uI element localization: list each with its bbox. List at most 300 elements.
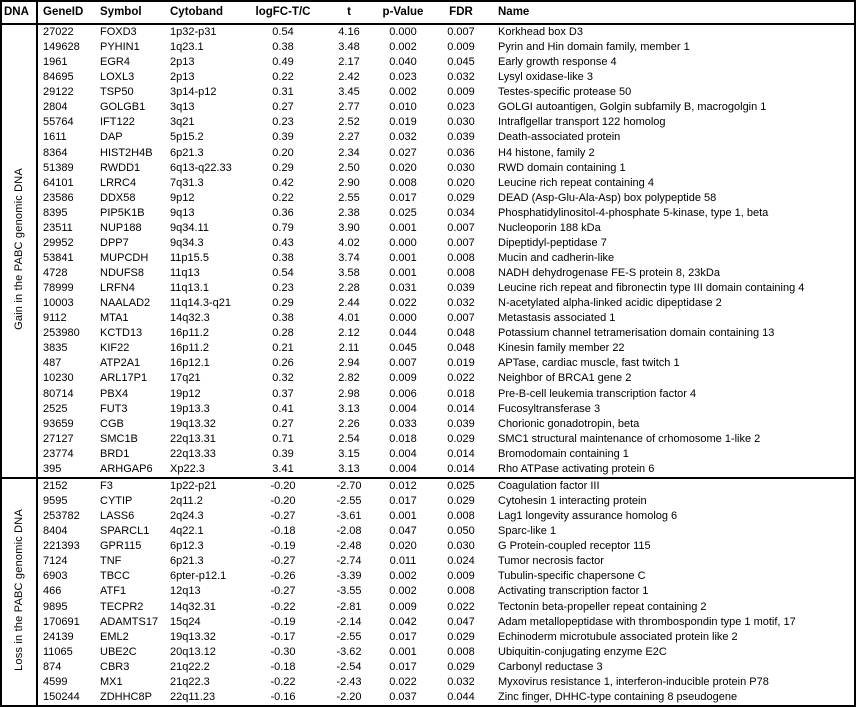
cell-symbol: ATF1 [100, 585, 127, 598]
cell-p-value: 0.000 [389, 236, 417, 249]
cell-p-value: 0.022 [389, 675, 417, 688]
cell-fdr: 0.029 [447, 495, 475, 508]
cell-name: Ubiquitin-conjugating enzyme E2C [498, 645, 667, 658]
col-header-name: Name [493, 1, 855, 24]
section-label-cell [1, 24, 37, 478]
cell-fdr: 0.009 [447, 86, 475, 99]
cell-name: Activating transcription factor 1 [498, 585, 649, 598]
cell-geneid: 11065 [43, 645, 73, 658]
table-row [1, 296, 855, 311]
table-row [1, 675, 855, 690]
cell-fdr: 0.022 [447, 372, 475, 385]
table-row [1, 236, 855, 251]
cell-logfc-tc: 0.23 [272, 282, 294, 295]
cell-name: Testes-specific protease 50 [498, 86, 632, 99]
cell-cytoband: 16p11.2 [170, 327, 209, 340]
cell-geneid: 80714 [43, 387, 74, 400]
cell-t: -3.39 [336, 570, 362, 583]
cell-t: -2.55 [336, 630, 362, 643]
cell-p-value: 0.019 [389, 116, 417, 129]
cell-t: -2.74 [336, 555, 362, 568]
table-row [1, 266, 855, 281]
cell-logfc-tc: -0.19 [270, 540, 296, 553]
cell-geneid: 8404 [43, 525, 68, 538]
cell-fdr: 0.032 [447, 71, 475, 84]
cell-logfc-tc: -0.26 [270, 570, 296, 583]
cell-p-value: 0.004 [389, 402, 417, 415]
cell-cytoband: 2q24.3 [170, 510, 204, 523]
cell-name: NADH dehydrogenase FE-S protein 8, 23kDa [498, 267, 720, 280]
cell-cytoband: 6p21.3 [170, 146, 204, 159]
cell-t: 2.90 [338, 176, 360, 189]
cell-logfc-tc: -0.19 [270, 615, 296, 628]
cell-logfc-tc: 0.42 [272, 176, 294, 189]
cell-cytoband: 9q34.3 [170, 236, 204, 249]
cell-name: Zinc finger, DHHC-type containing 8 pseudogene [498, 690, 738, 703]
cell-p-value: 0.008 [389, 176, 417, 189]
cell-fdr: 0.025 [429, 478, 493, 494]
cell-fdr: 0.039 [447, 417, 475, 430]
cell-geneid: 2804 [43, 101, 68, 114]
cell-cytoband: 11p15.5 [170, 251, 209, 264]
cell-p-value: 0.010 [389, 101, 417, 114]
cell-geneid: 23511 [43, 221, 73, 234]
cell-geneid: 4728 [43, 267, 68, 280]
cell-logfc-tc: 0.41 [272, 402, 294, 415]
cell-name: Early growth response 4 [498, 56, 617, 69]
table-row [1, 462, 855, 478]
cell-fdr: 0.030 [447, 116, 475, 129]
cell-geneid: 150244 [43, 690, 80, 703]
cell-geneid: 4599 [43, 675, 68, 688]
cell-name: Metastasis associated 1 [498, 312, 616, 325]
table-row [1, 146, 855, 161]
cell-logfc-tc: 0.43 [272, 236, 294, 249]
cell-t: 3.48 [338, 41, 360, 54]
cell-symbol: PYHIN1 [100, 41, 140, 54]
section-label-text: Loss in the PABC genomic DNA [12, 508, 25, 671]
cell-name: Tumor necrosis factor [498, 555, 604, 568]
cell-t: 2.52 [338, 116, 360, 129]
table-row [1, 55, 855, 70]
cell-geneid: 149628 [43, 41, 80, 54]
cell-symbol: PBX4 [100, 387, 129, 400]
cell-fdr: 0.030 [447, 161, 475, 174]
cell-cytoband: 19q13.32 [170, 630, 216, 643]
cell-t: 2.82 [338, 372, 360, 385]
cell-fdr: 0.045 [447, 56, 475, 69]
cell-geneid: 2152 [37, 478, 95, 494]
cell-logfc-tc: 0.31 [272, 86, 294, 99]
cell-p-value: 0.009 [389, 372, 417, 385]
cell-p-value: 0.002 [389, 86, 417, 99]
cell-logfc-tc: 0.21 [272, 342, 294, 355]
cell-t: 2.17 [338, 56, 360, 69]
cell-fdr: 0.008 [447, 585, 475, 598]
cell-fdr: 0.007 [447, 236, 475, 249]
cell-cytoband: 3p14-p12 [170, 86, 217, 99]
cell-cytoband: 6q13-q22.33 [170, 161, 232, 174]
table-row [1, 402, 855, 417]
cell-fdr: 0.007 [447, 312, 475, 325]
cell-p-value: 0.040 [389, 56, 417, 69]
cell-p-value: 0.033 [389, 417, 417, 430]
cell-t: 3.90 [338, 221, 360, 234]
cell-name: Leucine rich repeat and fibronectin type III domain containing 4 [498, 282, 805, 295]
cell-geneid: 2525 [43, 402, 68, 415]
cell-cytoband: 6p12.3 [170, 540, 204, 553]
table-row [1, 417, 855, 432]
cell-name: G Protein-coupled receptor 115 [498, 540, 651, 553]
col-header-pvalue: p-Value [377, 1, 429, 24]
cell-fdr: 0.032 [447, 297, 475, 310]
table-row [1, 584, 855, 599]
cell-logfc-tc: 0.39 [272, 131, 294, 144]
cell-name: Phosphatidylinositol-4-phosphate 5-kinase, type 1, beta [498, 206, 769, 219]
table-row [1, 115, 855, 130]
cell-symbol: F3 [95, 478, 165, 494]
cell-logfc-tc: -0.18 [270, 525, 296, 538]
cell-geneid: 27022 [43, 26, 74, 39]
cell-geneid: 23586 [43, 191, 74, 204]
cell-geneid: 170691 [43, 615, 80, 628]
cell-t: 3.15 [338, 447, 360, 460]
cell-p-value: 0.004 [389, 447, 417, 460]
cell-symbol: PIP5K1B [100, 206, 145, 219]
cell-fdr: 0.008 [447, 645, 475, 658]
cell-fdr: 0.019 [447, 357, 475, 370]
cell-symbol: LRRC4 [100, 176, 137, 189]
table-row [1, 569, 855, 584]
cell-cytoband: 3q13 [170, 101, 195, 114]
table-row [1, 221, 855, 236]
cell-p-value: 0.017 [389, 630, 417, 643]
cell-geneid: 27127 [43, 432, 74, 445]
cell-fdr: 0.014 [447, 402, 475, 415]
cell-t: -2.55 [336, 495, 362, 508]
cell-name: Dipeptidyl-peptidase 7 [498, 236, 607, 249]
cell-fdr: 0.036 [447, 146, 475, 159]
cell-geneid: 9595 [43, 495, 68, 508]
cell-geneid: 53841 [43, 251, 74, 264]
cell-cytoband: 14q32.31 [170, 600, 216, 613]
col-header-logfc: logFC-T/C [245, 1, 321, 24]
cell-symbol: EGR4 [100, 56, 130, 69]
cell-name: Lag1 longevity assurance homolog 6 [498, 510, 678, 523]
cell-logfc-tc: 0.54 [272, 267, 294, 280]
cell-geneid: 10230 [43, 372, 74, 385]
col-header-t: t [321, 1, 377, 24]
cell-geneid: 9112 [43, 312, 67, 325]
table-row [1, 494, 855, 509]
cell-t: -2.48 [336, 540, 362, 553]
section-label-text: Gain in the PABC genomic DNA [12, 167, 25, 330]
cell-name: APTase, cardiac muscle, fast twitch 1 [498, 357, 680, 370]
cell-symbol: DAP [100, 131, 123, 144]
table-row [1, 100, 855, 115]
cell-t: 2.34 [338, 146, 360, 159]
cell-symbol: CBR3 [100, 660, 130, 673]
cell-fdr: 0.048 [447, 342, 475, 355]
cell-cytoband: 7q31.3 [170, 176, 204, 189]
cell-cytoband: 11q13.1 [170, 282, 209, 295]
cell-cytoband: 19p12 [170, 387, 201, 400]
cell-p-value: 0.004 [389, 462, 417, 475]
cell-symbol: SPARCL1 [100, 525, 150, 538]
cell-t: -2.43 [336, 675, 362, 688]
cell-symbol: EML2 [100, 630, 129, 643]
cell-p-value: 0.027 [389, 146, 417, 159]
cell-geneid: 93659 [43, 417, 74, 430]
cell-cytoband: 4q22.1 [170, 525, 204, 538]
cell-p-value: 0.002 [389, 41, 417, 54]
cell-t: 2.11 [338, 342, 360, 355]
cell-t: -2.70 [321, 478, 377, 494]
cell-geneid: 29952 [43, 236, 74, 249]
cell-t: -2.20 [336, 690, 362, 703]
cell-name: Tubulin-specific chapersone C [498, 570, 646, 583]
cell-cytoband: 2q11.2 [170, 495, 203, 508]
table-row [1, 251, 855, 266]
cell-p-value: 0.001 [389, 510, 417, 523]
cell-cytoband: 6pter-p12.1 [170, 570, 227, 583]
cell-name: Fucosyltransferase 3 [498, 402, 601, 415]
cell-name: Sparc-like 1 [498, 525, 557, 538]
table-row [1, 539, 855, 554]
cell-t: 2.54 [338, 432, 360, 445]
cell-logfc-tc: 0.22 [272, 71, 294, 84]
cell-fdr: 0.034 [447, 206, 475, 219]
table-row [1, 176, 855, 191]
cell-geneid: 253980 [43, 327, 80, 340]
cell-logfc-tc: 0.37 [272, 387, 294, 400]
cell-logfc-tc: 0.38 [272, 312, 294, 325]
cell-symbol: TBCC [100, 570, 130, 583]
col-header-dna: DNA [1, 1, 37, 24]
cell-fdr: 0.009 [447, 570, 475, 583]
cell-fdr: 0.029 [447, 191, 475, 204]
cell-name: Kinesin family member 22 [498, 342, 625, 355]
cell-logfc-tc: -0.20 [245, 478, 321, 494]
col-header-fdr: FDR [429, 1, 493, 24]
cell-cytoband: 19p13.3 [170, 402, 210, 415]
cell-cytoband: 6p21.3 [170, 555, 204, 568]
cell-fdr: 0.044 [447, 690, 475, 703]
cell-p-value: 0.020 [389, 161, 417, 174]
cell-t: -2.54 [336, 660, 362, 673]
cell-cytoband: 22q13.31 [170, 432, 216, 445]
cell-geneid: 8395 [43, 206, 68, 219]
cell-logfc-tc: -0.20 [270, 495, 296, 508]
cell-logfc-tc: -0.22 [270, 600, 296, 613]
cell-fdr: 0.008 [447, 510, 475, 523]
cell-p-value: 0.002 [389, 570, 417, 583]
cell-name: Neighbor of BRCA1 gene 2 [498, 372, 632, 385]
cell-t: 2.38 [338, 206, 360, 219]
cell-t: -3.61 [336, 510, 362, 523]
table-row [1, 130, 855, 145]
cell-p-value: 0.023 [389, 71, 417, 84]
cell-fdr: 0.032 [447, 675, 475, 688]
cell-logfc-tc: 0.28 [272, 327, 294, 340]
cell-cytoband: 11q13 [170, 267, 200, 280]
table-row [1, 645, 855, 660]
cell-symbol: NAALAD2 [100, 297, 151, 310]
cell-fdr: 0.014 [447, 462, 475, 475]
cell-logfc-tc: -0.27 [270, 555, 296, 568]
cell-t: 2.77 [338, 101, 360, 114]
table-header [1, 1, 855, 24]
cell-name: Korkhead box D3 [498, 26, 583, 39]
cell-cytoband: 17q21 [170, 372, 201, 385]
cell-cytoband: 1q23.1 [170, 41, 204, 54]
cell-geneid: 221393 [43, 540, 80, 553]
cell-fdr: 0.023 [447, 101, 475, 114]
cell-logfc-tc: -0.27 [270, 585, 296, 598]
cell-fdr: 0.029 [447, 660, 475, 673]
cell-logfc-tc: 0.54 [272, 26, 294, 39]
table-row [1, 40, 855, 55]
cell-t: 2.98 [338, 387, 360, 400]
cell-logfc-tc: 0.39 [272, 447, 294, 460]
cell-symbol: ADAMTS17 [100, 615, 159, 628]
cell-symbol: ZDHHC8P [100, 690, 152, 703]
cell-p-value: 0.044 [389, 327, 417, 340]
cell-p-value: 0.007 [389, 357, 417, 370]
cell-cytoband: 11q14.3-q21 [170, 297, 231, 310]
cell-cytoband: 5p15.2 [170, 131, 204, 144]
cell-cytoband: 22q13.33 [170, 447, 216, 460]
cell-logfc-tc: 0.38 [272, 251, 294, 264]
cell-logfc-tc: 0.38 [272, 41, 294, 54]
cell-geneid: 1961 [43, 56, 68, 69]
cell-symbol: MUPCDH [100, 251, 149, 264]
cell-cytoband: 19q13.32 [170, 417, 216, 430]
cell-symbol: TSP50 [100, 86, 134, 99]
cell-symbol: MX1 [100, 675, 123, 688]
table-row [1, 161, 855, 176]
cell-p-value: 0.045 [389, 342, 417, 355]
cell-geneid: 23774 [43, 447, 74, 460]
cell-p-value: 0.002 [389, 585, 417, 598]
header-row [1, 1, 855, 24]
cell-name: Pyrin and Hin domain family, member 1 [498, 41, 690, 54]
cell-p-value: 0.011 [389, 555, 417, 568]
cell-cytoband: 9q34.11 [170, 221, 209, 234]
cell-symbol: CGB [100, 417, 124, 430]
cell-symbol: UBE2C [100, 645, 137, 658]
cell-geneid: 487 [43, 357, 62, 370]
cell-name: GOLGI autoantigen, Golgin subfamily B, macrogolgin 1 [498, 101, 767, 114]
cell-fdr: 0.009 [447, 41, 475, 54]
cell-name: Tectonin beta-propeller repeat containing 2 [498, 600, 707, 613]
cell-name: RWD domain containing 1 [498, 161, 626, 174]
cell-p-value: 0.047 [389, 525, 417, 538]
cell-p-value: 0.009 [389, 600, 417, 613]
cell-t: 2.55 [338, 191, 360, 204]
table-row [1, 341, 855, 356]
table-row [1, 191, 855, 206]
cell-t: 3.45 [338, 86, 360, 99]
cell-t: 2.50 [338, 161, 360, 174]
cell-p-value: 0.020 [389, 540, 417, 553]
cell-fdr: 0.047 [447, 615, 475, 628]
section-gain [1, 24, 855, 478]
cell-p-value: 0.017 [389, 191, 417, 204]
table-row [1, 690, 855, 706]
cell-logfc-tc: -0.27 [270, 510, 296, 523]
cell-logfc-tc: 0.32 [272, 372, 294, 385]
cell-t: 2.94 [338, 357, 360, 370]
cell-logfc-tc: 0.23 [272, 116, 294, 129]
cell-p-value: 0.032 [389, 131, 417, 144]
cell-symbol: HIST2H4B [100, 146, 153, 159]
cell-p-value: 0.001 [389, 251, 417, 264]
cell-t: -3.62 [336, 645, 362, 658]
cell-logfc-tc: 0.71 [272, 432, 294, 445]
cell-cytoband: Xp22.3 [170, 462, 205, 475]
cell-cytoband: 1p32-p31 [170, 26, 217, 39]
cell-p-value: 0.006 [389, 387, 417, 400]
cell-logfc-tc: -0.30 [270, 645, 296, 658]
cell-name: Intraflgellar transport 122 homolog [498, 116, 666, 129]
table-row [1, 281, 855, 296]
cell-symbol: ARHGAP6 [100, 462, 153, 475]
table-row [1, 660, 855, 675]
cell-t: 2.28 [338, 282, 360, 295]
cell-t: -3.55 [336, 585, 362, 598]
cell-logfc-tc: -0.22 [270, 675, 296, 688]
cell-p-value: 0.031 [389, 282, 417, 295]
cell-cytoband: 2p13 [170, 56, 195, 69]
section-label-cell [1, 478, 37, 706]
cell-t: -2.81 [336, 600, 362, 613]
cell-geneid: 84695 [43, 71, 74, 84]
cell-geneid: 10003 [43, 297, 74, 310]
cell-geneid: 1611 [43, 131, 67, 144]
cell-p-value: 0.025 [389, 206, 417, 219]
cell-t: 2.44 [338, 297, 360, 310]
cell-fdr: 0.024 [447, 555, 475, 568]
table-row [1, 509, 855, 524]
cell-cytoband: 20q13.12 [170, 645, 216, 658]
cell-symbol: IFT122 [100, 116, 135, 129]
table-row [1, 447, 855, 462]
cell-name: Rho ATPase activating protein 6 [498, 462, 655, 475]
cell-t: 2.27 [338, 131, 360, 144]
cell-t: 3.74 [338, 251, 360, 264]
cell-logfc-tc: 3.41 [272, 462, 294, 475]
cell-name: Lysyl oxidase-like 3 [498, 71, 593, 84]
cell-name: Cytohesin 1 interacting protein [498, 495, 647, 508]
cell-t: 3.13 [338, 402, 360, 415]
cell-symbol: LOXL3 [100, 71, 135, 84]
cell-name: Mucin and cadherin-like [498, 251, 615, 264]
cell-p-value: 0.012 [377, 478, 429, 494]
cell-geneid: 8364 [43, 146, 68, 159]
cell-t: 3.13 [338, 462, 360, 475]
cell-fdr: 0.008 [447, 267, 475, 280]
table-row [1, 85, 855, 100]
cell-fdr: 0.039 [447, 282, 475, 295]
cell-fdr: 0.039 [447, 131, 475, 144]
cell-logfc-tc: 0.79 [272, 221, 294, 234]
cell-logfc-tc: 0.22 [272, 191, 294, 204]
cell-t: 2.26 [338, 417, 360, 430]
cell-fdr: 0.008 [447, 251, 475, 264]
cell-cytoband: 14q32.3 [170, 312, 210, 325]
cell-symbol: GOLGB1 [100, 101, 146, 114]
